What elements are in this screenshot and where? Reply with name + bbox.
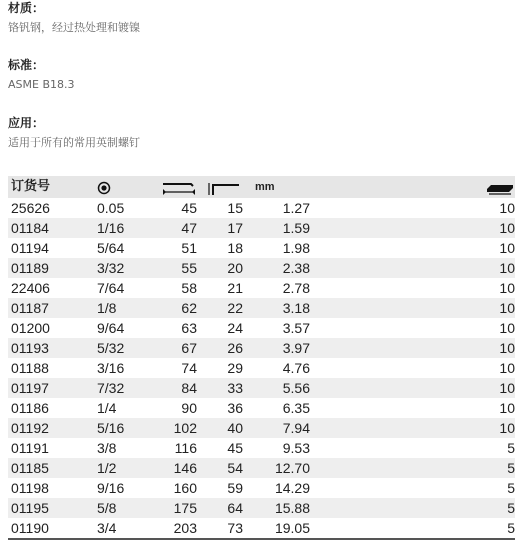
- pack-cell: 5: [460, 518, 515, 539]
- length-cell: 51: [181, 240, 197, 256]
- mm-cell: 4.76: [282, 360, 310, 376]
- pack-cell: 10: [499, 320, 515, 336]
- order-no-cell: 01197: [11, 380, 49, 396]
- material-title: 材质：: [8, 1, 45, 15]
- short-arm-cell: 45: [227, 440, 243, 456]
- table-row: [8, 358, 515, 378]
- spacer-cell: [310, 318, 460, 338]
- short-arm-cell: 17: [227, 220, 243, 236]
- pack-cell: 5: [507, 480, 515, 496]
- table-row: [8, 318, 515, 338]
- spacer-cell: [310, 298, 460, 318]
- pack-cell: 10: [499, 260, 515, 276]
- pack-cell: 10: [499, 240, 515, 256]
- pack-cell: 5: [507, 500, 515, 516]
- short-arm-cell: 29: [227, 360, 243, 376]
- pack-cell: 10: [499, 200, 515, 216]
- spacer-cell: [310, 258, 460, 278]
- length-cell: 58: [181, 280, 197, 296]
- size-cell: 5/32: [97, 340, 125, 356]
- length-cell: 63: [181, 320, 197, 336]
- table-row: [8, 238, 515, 258]
- mm-cell: 7.94: [282, 420, 310, 436]
- size-cell: 7/32: [97, 380, 125, 396]
- order-no-cell: 01190: [8, 518, 91, 539]
- short-arm-cell: 59: [227, 480, 243, 496]
- length-cell: 102: [173, 420, 197, 436]
- material-section: [8, 1, 140, 35]
- size-cell: 5/64: [97, 240, 125, 256]
- spacer-cell: [310, 498, 460, 518]
- short-arm-cell: 73: [197, 518, 243, 539]
- table-row: [8, 438, 515, 458]
- size-cell: 7/64: [97, 280, 125, 296]
- spacer-cell: [310, 418, 460, 438]
- length-cell: 47: [181, 220, 197, 236]
- order-no-header: 订货号: [11, 179, 51, 194]
- length-header: [149, 176, 197, 198]
- mm-cell: 12.70: [274, 460, 310, 476]
- short-arm-cell: 20: [227, 260, 243, 276]
- length-cell: 146: [173, 460, 197, 476]
- pack-cell: 10: [499, 380, 515, 396]
- application-title: 应用：: [8, 116, 45, 130]
- table-row: [8, 458, 515, 478]
- standard-title: 标准：: [8, 58, 45, 72]
- size-cell: 3/8: [97, 440, 117, 456]
- size-cell: 5/16: [97, 420, 125, 436]
- order-no-cell: 01194: [11, 240, 49, 256]
- length-cell: 55: [181, 260, 197, 276]
- order-no-cell: 22406: [11, 280, 50, 296]
- order-no-cell: 01185: [11, 460, 49, 476]
- size-header: [91, 176, 149, 198]
- spacer-cell: [310, 278, 460, 298]
- short-arm-cell: 36: [227, 400, 243, 416]
- size-cell: 1/8: [97, 300, 117, 316]
- length-cell: 175: [173, 500, 197, 516]
- size-cell: 1/2: [97, 460, 117, 476]
- mm-cell: 3.97: [282, 340, 310, 356]
- hex-key-short-arm-icon: [209, 181, 243, 195]
- mm-cell: 14.29: [274, 480, 310, 496]
- spacer-cell: [310, 218, 460, 238]
- short-arm-cell: 21: [227, 280, 243, 296]
- short-arm-cell: 40: [227, 420, 243, 436]
- table-row: [8, 378, 515, 398]
- short-arm-cell: 54: [227, 460, 243, 476]
- spacer-cell: [310, 338, 460, 358]
- mm-cell: 1.59: [282, 220, 310, 236]
- short-arm-cell: 22: [227, 300, 243, 316]
- table-row: [8, 498, 515, 518]
- short-arm-header: [197, 176, 243, 198]
- order-no-cell: 01187: [11, 300, 49, 316]
- table-row: [8, 258, 515, 278]
- spacer-cell: [310, 378, 460, 398]
- mm-cell: 15.88: [274, 500, 310, 516]
- pack-header: [460, 176, 515, 198]
- size-cell: 1/4: [97, 400, 117, 416]
- short-arm-cell: 18: [227, 240, 243, 256]
- length-cell: 203: [149, 518, 197, 539]
- order-no-cell: 01192: [11, 420, 49, 436]
- table-row: [8, 418, 515, 438]
- table-row: [8, 198, 515, 218]
- application-text: 适用于所有的常用英制螺钉: [8, 136, 140, 149]
- table-row: [8, 278, 515, 298]
- mm-cell: 2.78: [282, 280, 310, 296]
- spacer-cell: [310, 238, 460, 258]
- spacer-cell: [310, 198, 460, 218]
- length-cell: 45: [181, 200, 197, 216]
- table-row: [8, 218, 515, 238]
- size-cell: 3/4: [91, 518, 149, 539]
- pack-cell: 5: [507, 460, 515, 476]
- mm-cell: 19.05: [243, 518, 310, 539]
- length-cell: 67: [181, 340, 197, 356]
- order-no-cell: 01195: [11, 500, 49, 516]
- order-no-cell: 01189: [11, 260, 49, 276]
- short-arm-cell: 26: [227, 340, 243, 356]
- size-cell: 9/64: [97, 320, 125, 336]
- order-no-cell: 01198: [11, 480, 49, 496]
- length-cell: 90: [181, 400, 197, 416]
- spacer-cell: [310, 438, 460, 458]
- spacer-cell: [310, 458, 460, 478]
- spacer-cell: [310, 398, 460, 418]
- pack-cell: 10: [499, 360, 515, 376]
- short-arm-cell: 15: [227, 200, 243, 216]
- length-cell: 74: [181, 360, 197, 376]
- length-cell: 116: [174, 440, 197, 456]
- pack-cell: 10: [499, 400, 515, 416]
- length-cell: 62: [181, 300, 197, 316]
- standard-section: [8, 58, 74, 92]
- short-arm-cell: 24: [227, 320, 243, 336]
- mm-cell: 2.38: [282, 260, 310, 276]
- pack-cell: 10: [499, 280, 515, 296]
- mm-cell: 1.27: [282, 200, 310, 216]
- mm-cell: 6.35: [282, 400, 310, 416]
- pack-cell: 10: [499, 340, 515, 356]
- hex-key-length-icon: [161, 181, 197, 195]
- pack-cell: 10: [499, 420, 515, 436]
- table-row: [8, 338, 515, 358]
- mm-cell: 3.18: [282, 300, 310, 316]
- order-no-cell: 01186: [11, 400, 49, 416]
- pack-quantity-icon: [485, 181, 515, 195]
- size-cell: 3/32: [97, 260, 125, 276]
- mm-cell: 5.56: [282, 380, 310, 396]
- application-section: [8, 116, 140, 150]
- short-arm-cell: 64: [227, 500, 243, 516]
- order-no-cell: 25626: [11, 200, 50, 216]
- pack-cell: 5: [507, 440, 515, 456]
- order-no-cell: 01184: [11, 220, 49, 236]
- size-cell: 1/16: [97, 220, 125, 236]
- table-header-row: [8, 176, 515, 198]
- order-no-cell: 01193: [11, 340, 49, 356]
- length-cell: 160: [173, 480, 197, 496]
- pack-cell: 10: [499, 220, 515, 236]
- target-circle-icon: [97, 181, 111, 195]
- size-cell: 9/16: [97, 480, 125, 496]
- short-arm-cell: 33: [227, 380, 243, 396]
- spec-table: [8, 176, 515, 540]
- order-no-cell: 01191: [11, 440, 49, 456]
- table-row: [8, 518, 515, 539]
- spacer-cell: [310, 478, 460, 498]
- table-row: [8, 478, 515, 498]
- table-row: [8, 298, 515, 318]
- spacer-cell: [310, 518, 460, 539]
- size-cell: 5/8: [97, 500, 117, 516]
- standard-text: ASME B18.3: [8, 78, 75, 91]
- order-no-cell: 01200: [11, 320, 50, 336]
- size-cell: 0.05: [97, 200, 125, 216]
- mm-cell: 9.53: [282, 440, 310, 456]
- size-cell: 3/16: [97, 360, 125, 376]
- length-cell: 84: [181, 380, 197, 396]
- spacer-cell: [310, 358, 460, 378]
- mm-cell: 3.57: [282, 320, 310, 336]
- order-no-cell: 01188: [11, 360, 49, 376]
- table-row: [8, 398, 515, 418]
- pack-cell: 10: [499, 300, 515, 316]
- mm-header: mm: [255, 181, 275, 193]
- mm-cell: 1.98: [282, 240, 310, 256]
- material-text: 铬钒钢，经过热处理和镀镍: [8, 21, 140, 34]
